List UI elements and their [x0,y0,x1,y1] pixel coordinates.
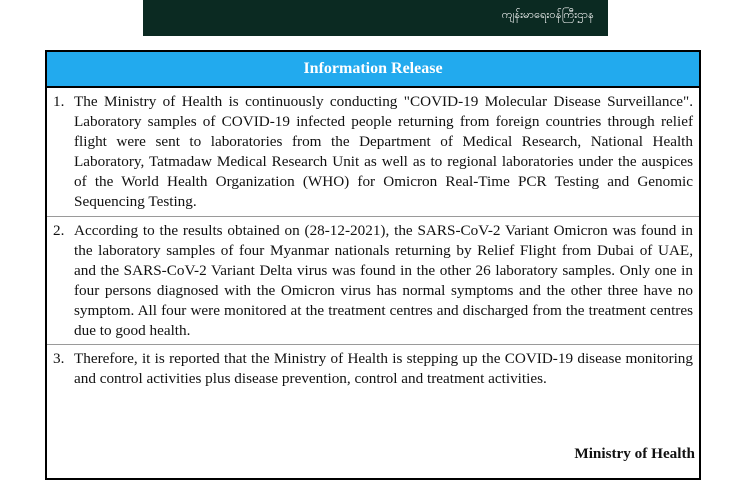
release-item [47,345,699,392]
ministry-name-myanmar: ကျန်းမာရေးဝန်ကြီးဌာန [501,8,594,21]
release-item [47,217,699,346]
release-items [47,88,699,392]
item-number: 2. [53,221,65,239]
item-number: 3. [53,350,65,368]
item-text: Therefore, it is reported that the Ministry of Health is stepping up the COVID-19 disease monitoring and control activities plus disease prevention, control and treatment activities. [74,350,693,388]
information-release-box [45,50,701,480]
release-title: Information Release [303,60,443,77]
release-item [47,88,699,217]
signature: Ministry of Health [574,445,695,462]
item-number: 1. [53,93,65,110]
ministry-banner [143,0,608,36]
item-text: The Ministry of Health is continuously conducting "COVID-19 Molecular Disease Surveillance". Laboratory samples of COVID-19 infected people returning from foreign countries through relief flight were sent to laboratories from the Department of Medical Research, National Health Laboratory, Tatmadaw Medical Research Unit as well as to regional laboratories under the auspices of the World Health Organization (WHO) for Omicron Real-Time PCR Testing and Genomic Sequencing Testing. [74,93,693,211]
release-title-bar [47,52,699,88]
item-text: According to the results obtained on (28-12-2021), the SARS-CoV-2 Variant Omicron was found in the laboratory samples of four Myanmar nationals returning by Relief Flight from Dubai of UAE, and the SARS-CoV-2 Variant Delta virus was found in the other 26 laboratory samples. Only one in four persons diagnosed with the Omicron virus has normal symptoms and the other three have no symptom. All four were monitored at the treatment centres and discharged from the treatment centres due to good health. [74,221,693,340]
